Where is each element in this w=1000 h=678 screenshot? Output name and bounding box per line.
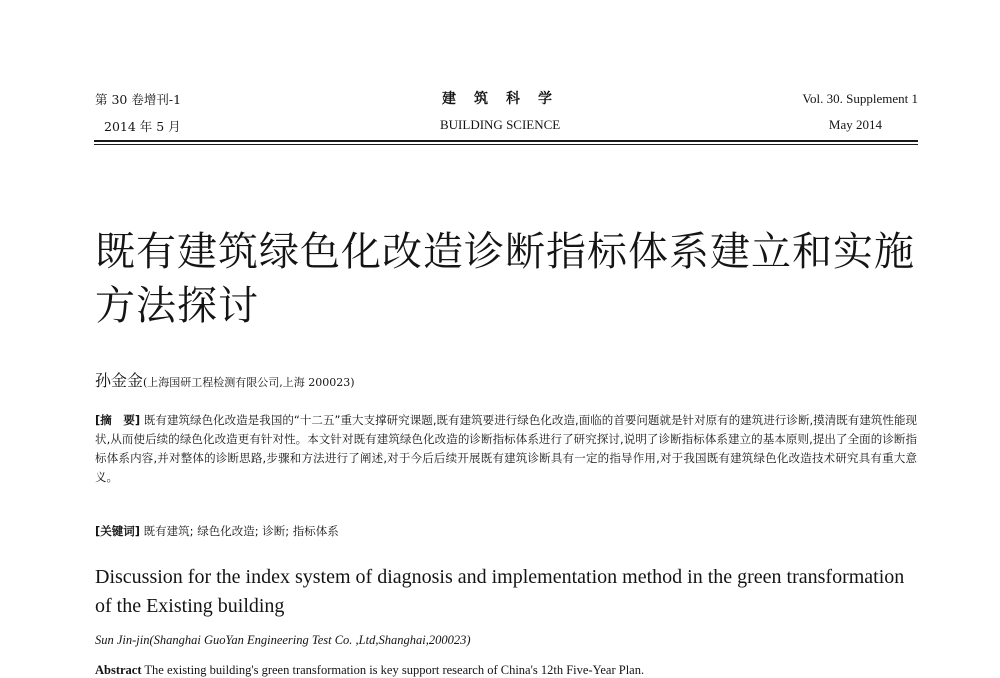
keywords-text-cn: 既有建筑; 绿色化改造; 诊断; 指标体系 (143, 524, 339, 538)
abstract-text-en: The existing building's green transformation is key support research of China's 12th Five-Year Plan. (144, 663, 645, 677)
date-cn: 2014 年 5 月 (104, 119, 181, 134)
abstract-cn (95, 411, 917, 487)
keywords-cn (95, 522, 917, 541)
article-title-en: Discussion for the index system of diagnosis and implementation method in the green transformation of the Existing building (95, 566, 905, 617)
header-rule-thick (94, 140, 918, 142)
journal-title-cn: 建筑科学 (442, 91, 570, 107)
article-title-cn: 既有建筑绿色化改造诊断指标体系建立和实施方法探讨 (95, 229, 915, 329)
abstract-en (95, 663, 644, 678)
author-line-cn (95, 368, 355, 391)
keywords-label-cn: [关键词] (95, 524, 141, 538)
author-affiliation-en: Sun Jin-jin(Shanghai GuoYan Engineering Test Co. ,Ltd,Shanghai,200023) (95, 633, 471, 647)
affiliation-cn: (上海国研工程检测有限公司,上海 200023) (143, 376, 355, 389)
journal-title-en: BUILDING SCIENCE (440, 117, 561, 132)
volume-en: Vol. 30. Supplement 1 (802, 91, 918, 106)
abstract-label-cn: [摘 要] (95, 413, 141, 427)
date-en: May 2014 (828, 117, 882, 132)
abstract-text-cn: 既有建筑绿色化改造是我国的“十二五”重大支撑研究课题,既有建筑要进行绿色化改造,面临的首要问题就是针对原有的建筑进行诊断,摸清既有建筑性能现状,从而使后续的绿色化改造更有针对性。本文针对既有建筑绿色化改造的诊断指标体系进行了研究探讨,说明了诊断指标体系建立的基本原则,提出了全面的诊断指标体系内容,并对整体的诊断思路,步骤和方法进行了阐述,对于今后后续开展既有建筑诊断具有一定的指导作用,对于我国既有建筑绿色化改造技术研究具有重大意义。 (95, 413, 918, 484)
abstract-label-en: Abstract (95, 663, 142, 677)
author-name-cn: 孙金金 (95, 371, 144, 390)
volume-cn: 第 30 卷增刊-1 (95, 92, 182, 107)
header-rule-thin (94, 144, 918, 145)
